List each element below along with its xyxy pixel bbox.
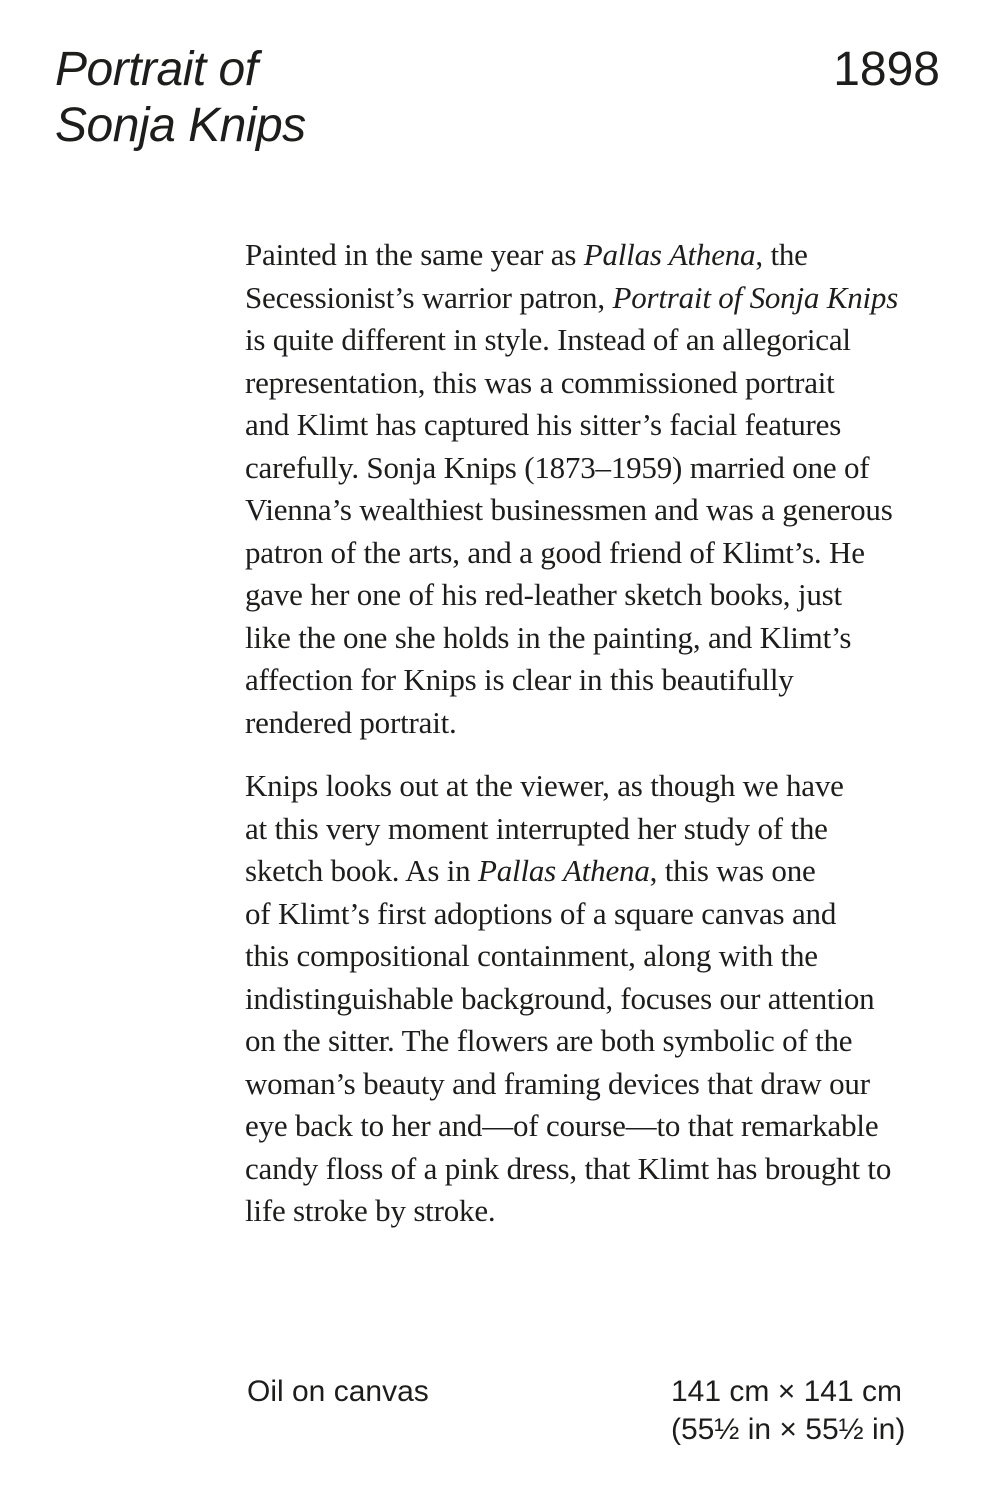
medium-caption: Oil on canvas [247, 1375, 429, 1408]
italic-text-segment: Portrait of Sonja Knips [612, 279, 899, 315]
text-segment: like the one she holds in the painting, and Klimt’s [245, 619, 852, 655]
text-segment: at this very moment interrupted her study of the [245, 810, 828, 846]
text-line [245, 319, 955, 362]
artwork-year: 1898 [833, 43, 940, 96]
text-line [245, 574, 955, 617]
text-segment: candy floss of a pink dress, that Klimt has brought to [245, 1150, 892, 1186]
text-line [245, 234, 955, 277]
text-segment: , the [755, 237, 808, 272]
artwork-title-line1: Portrait of [55, 43, 258, 96]
text-segment: this compositional containment, along with the [245, 938, 818, 973]
text-line [245, 978, 955, 1021]
italic-text-segment: Pallas Athena [583, 237, 756, 272]
text-line [245, 1190, 955, 1233]
text-segment: carefully. Sonja Knips (1873–1959) married one of [245, 449, 870, 485]
text-line [245, 1020, 955, 1063]
text-segment: Painted in the same year as [245, 237, 584, 272]
text-segment: is quite different in style. Instead of an allegorical [245, 322, 851, 357]
text-line [245, 447, 955, 490]
text-line [245, 850, 955, 893]
text-segment: and Klimt has captured his sitter’s facial features [245, 407, 842, 442]
artwork-title-line2: Sonja Knips [55, 99, 306, 152]
text-segment: eye back to her and—of course—to that remarkable [245, 1108, 879, 1143]
text-segment: gave her one of his red-leather sketch books, just [245, 577, 842, 612]
text-segment: patron of the arts, and a good friend of Klimt’s. He [245, 534, 865, 570]
text-segment: Vienna’s wealthiest businessmen and was a generous [245, 492, 893, 527]
text-segment: sketch book. As in [245, 853, 478, 888]
text-segment: on the sitter. The flowers are both symbolic of the [245, 1023, 853, 1058]
text-line [245, 1105, 955, 1148]
text-segment: of Klimt’s first adoptions of a square canvas and [245, 895, 837, 931]
text-segment: , this was one [649, 853, 816, 888]
dimensions-metric: 141 cm × 141 cm [671, 1375, 902, 1408]
text-line [245, 935, 955, 978]
dimensions-caption [671, 1373, 905, 1449]
text-segment: rendered portrait. [245, 704, 457, 740]
text-line [245, 1148, 955, 1191]
body-text [245, 234, 955, 1233]
text-line [245, 362, 955, 405]
text-segment: Secessionist’s warrior patron, [245, 279, 613, 315]
text-segment: Knips looks out at the viewer, as though we have [245, 768, 844, 803]
paragraph [245, 765, 955, 1233]
text-segment: life stroke by stroke. [245, 1193, 496, 1228]
text-line [245, 489, 955, 532]
text-line [245, 702, 955, 745]
text-line [245, 659, 955, 702]
paragraph [245, 234, 955, 744]
artwork-title [55, 42, 306, 154]
text-segment: indistinguishable background, focuses our attention [245, 980, 875, 1016]
text-segment: woman’s beauty and framing devices that draw our [245, 1065, 870, 1101]
text-line [245, 1063, 955, 1106]
text-segment: affection for Knips is clear in this beautifully [245, 662, 794, 697]
text-line [245, 404, 955, 447]
text-line [245, 765, 955, 808]
text-line [245, 277, 955, 320]
text-segment: representation, this was a commissioned portrait [245, 364, 835, 400]
text-line [245, 617, 955, 660]
text-line [245, 893, 955, 936]
text-line [245, 808, 955, 851]
italic-text-segment: Pallas Athena [478, 853, 650, 888]
text-line [245, 532, 955, 575]
dimensions-imperial: (55½ in × 55½ in) [671, 1413, 906, 1446]
